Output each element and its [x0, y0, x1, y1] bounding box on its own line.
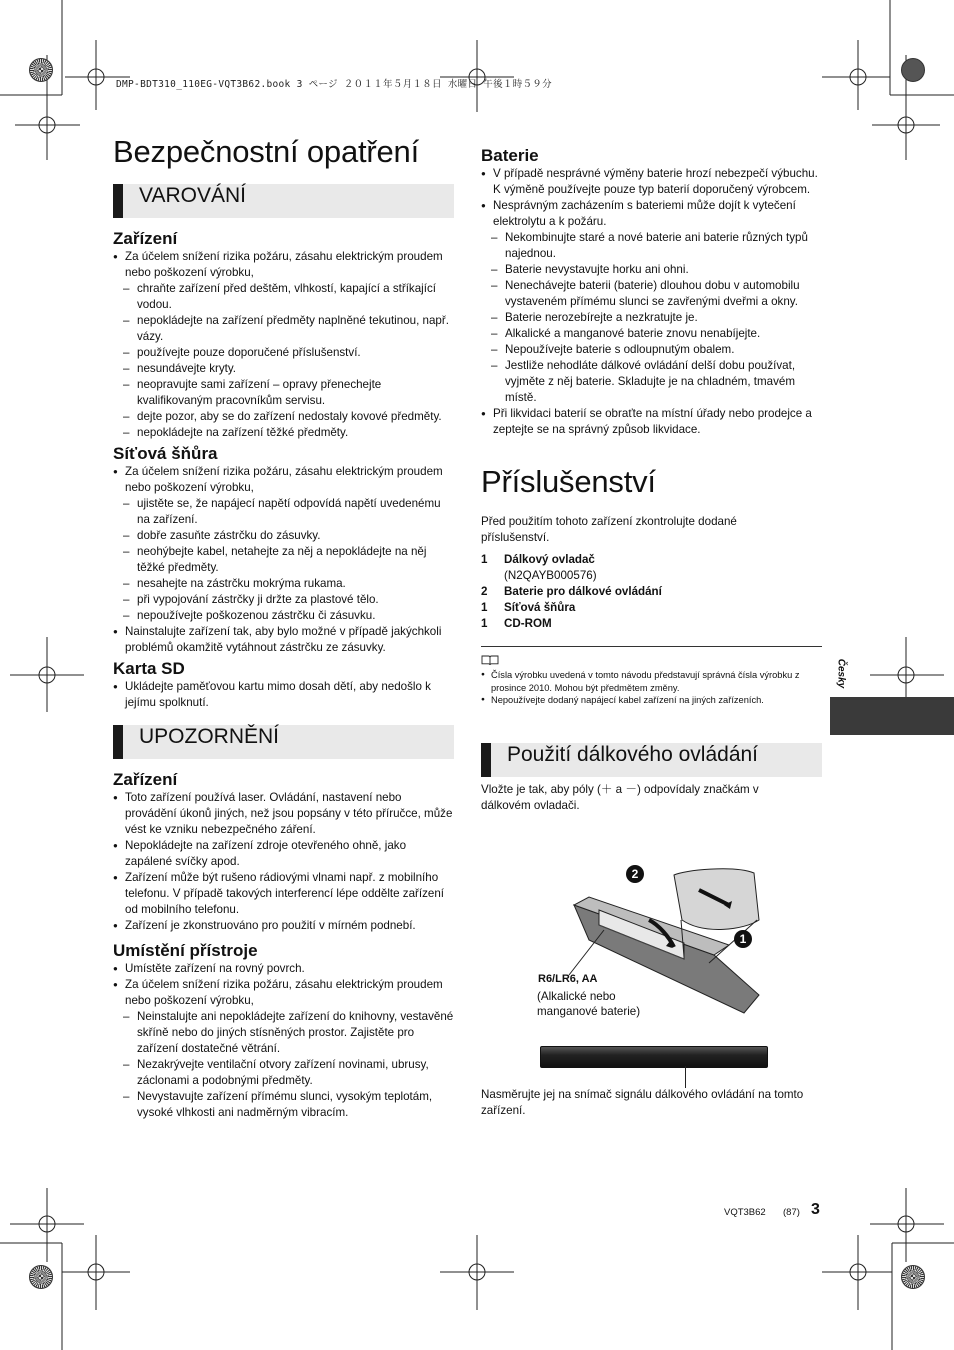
- bullet: ● Umístěte zařízení na rovný povrch.: [113, 961, 454, 977]
- dash-item: – nepokládejte na zařízení předměty naplněné tekutinou, např. vázy.: [113, 313, 454, 345]
- heading-zarizeni-2: Zařízení: [113, 770, 178, 789]
- bullet: ● Zařízení může být rušeno rádiovými vlnami např. z mobilního telefonu. V případě takových interferencí lépe oddělte zařízení od mobilního telefonu.: [113, 870, 454, 918]
- step-1-marker: 1: [734, 930, 752, 948]
- bullet: ● Nepokládejte na zařízení zdroje otevřeného ohně, jako zapálené svíčky apod.: [113, 838, 454, 870]
- footer-page-ref: (87): [783, 1207, 800, 1218]
- dash-item: – nesahejte na zástrčku mokrýma rukama.: [113, 576, 454, 592]
- accessory-model: (N2QAYB000576): [504, 569, 597, 582]
- accessory-item: 1 Dálkový ovladač: [481, 553, 595, 566]
- notes: [481, 669, 821, 707]
- player-unit-illustration: [540, 1046, 768, 1068]
- right-column: [481, 146, 821, 814]
- bullet: ● Ukládejte paměťovou kartu mimo dosah dětí, aby nedošlo k jejímu spolknutí.: [113, 679, 454, 711]
- dash-item: – ujistěte se, že napájecí napětí odpovídá napětí uvedenému na zařízení.: [113, 496, 454, 528]
- dash-item: – Jestliže nehodláte dálkové ovládání delší dobu používat, vyjměte z něj baterie. Skladujte je na chladném, tmavém místě.: [481, 358, 821, 406]
- page-number: 3: [811, 1201, 820, 1218]
- heading-umisteni: Umístění přístroje: [113, 941, 258, 960]
- dash-item: – používejte pouze doporučené příslušenství.: [113, 345, 454, 361]
- dash-item: – Nekombinujte staré a nové baterie ani baterie různých typů najednou.: [481, 230, 821, 262]
- dash-item: – Nepoužívejte baterie s odloupnutým obalem.: [481, 342, 821, 358]
- battery-type-label: R6/LR6, AA: [538, 973, 598, 985]
- battery-desc-label: (Alkalické nebo manganové baterie): [537, 990, 641, 1018]
- heading-zarizeni: Zařízení: [113, 229, 178, 248]
- page-title: Bezpečnostní opatření: [113, 134, 420, 169]
- accessories-title: Příslušenství: [481, 464, 656, 499]
- bullet: ● Za účelem snížení rizika požáru, zásahu elektrickým proudem nebo poškození výrobku,: [113, 977, 454, 1009]
- book-icon: [481, 655, 821, 667]
- bullet: ● V případě nesprávné výměny baterie hrozí nebezpečí výbuchu. K výměně používejte pouze typ baterií doporučený výrobcem.: [481, 166, 821, 198]
- accessory-item: 2 Baterie pro dálkové ovládání: [481, 585, 662, 598]
- bullet: ● Při likvidaci baterií se obraťte na místní úřady nebo prodejce a zeptejte se na správný způsob likvidace.: [481, 406, 821, 438]
- heading-karta-sd: Karta SD: [113, 659, 185, 678]
- dash-item: – dejte pozor, aby se do zařízení nedostaly kovové předměty.: [113, 409, 454, 425]
- bullet: ● Nesprávným zacházením s bateriemi může dojít k vytečení elektrolytu a k požáru.: [481, 198, 821, 230]
- note-item: ● Nepoužívejte dodaný napájecí kabel zařízení na jiných zařízeních.: [481, 694, 821, 707]
- step-2-marker: 2: [626, 865, 644, 883]
- heading-baterie: Baterie: [481, 146, 539, 165]
- dash-item: – neohýbejte kabel, netahejte za něj a nepokládejte na něj těžké předměty.: [113, 544, 454, 576]
- left-column: [113, 134, 454, 1121]
- dash-item: – Nenechávejte baterii (baterie) dlouhou dobu v automobilu vystaveném přímému slunci se zavřenými dveřmi a okny.: [481, 278, 821, 310]
- section-band-varovani: VAROVÁNÍ: [113, 184, 454, 218]
- side-tab: [830, 697, 954, 735]
- footer-code: VQT3B62: [724, 1207, 766, 1218]
- accessories-intro: Před použitím tohoto zařízení zkontrolujte dodané příslušenství.: [481, 515, 737, 544]
- bullet: ● Za účelem snížení rizika požáru, zásahu elektrickým proudem nebo poškození výrobku,: [113, 464, 454, 496]
- bullet: ● Za účelem snížení rizika požáru, zásahu elektrickým proudem nebo poškození výrobku,: [113, 249, 454, 281]
- dash-item: – Nevystavujte zařízení přímému slunci, vysokým teplotám, vysoké vlhkosti ani nadměrným vibracím.: [113, 1089, 454, 1121]
- color-target-top-left: [29, 58, 53, 82]
- dash-item: – Baterie nerozebírejte a nezkratujte je.: [481, 310, 821, 326]
- bullet: ● Zařízení je zkonstruováno pro použití v mírném podnebí.: [113, 918, 454, 934]
- dash-item: – chraňte zařízení před deštěm, vlhkostí, kapající a stříkající vodou.: [113, 281, 454, 313]
- bullet: ● Toto zařízení používá laser. Ovládání, nastavení nebo provádění úkonů jiných, než jsou popsány v této příručce, může vést ke vzniku nebezpečného záření.: [113, 790, 454, 838]
- aim-instructions: Nasměrujte jej na snímač signálu dálkového ovládání na tomto zařízení.: [481, 1088, 804, 1117]
- pointer-line: [685, 1066, 686, 1088]
- color-target-bottom-right: [901, 1265, 925, 1289]
- dash-item: – nesundávejte kryty.: [113, 361, 454, 377]
- dash-item: – dobře zasuňte zástrčku do zásuvky.: [113, 528, 454, 544]
- accessory-item: 1 CD-ROM: [481, 617, 552, 630]
- side-tab-label: Česky: [835, 658, 847, 689]
- remote-instructions: Vložte je tak, aby póly (＋ a －) odpovídaly značkám v dálkovém ovladači.: [481, 782, 759, 812]
- dash-item: – Nezakrývejte ventilační otvory zařízení novinami, ubrusy, záclonami a podobnými předměty.: [113, 1057, 454, 1089]
- color-target-top-right: [901, 58, 925, 82]
- dash-item: – neopravujte sami zařízení – opravy přenechejte kvalifikovaným pracovníkům servisu.: [113, 377, 454, 409]
- dash-item: – nepoužívejte poškozenou zástrčku či zásuvku.: [113, 608, 454, 624]
- section-band-remote: Použití dálkového ovládání: [481, 743, 822, 777]
- dash-item: – Neinstalujte ani nepokládejte zařízení do knihovny, vestavěné skříně nebo do jiných stísněných prostor. Zajistěte pro zařízení dostatečné větrání.: [113, 1009, 454, 1057]
- print-header: DMP-BDT310_110EG-VQT3B62.book 3 ページ ２０１１年５月１８日 水曜日 午後１時５９分: [116, 79, 552, 90]
- note-item: ● Čísla výrobku uvedená v tomto návodu představují správná čísla výrobku z prosince 2010. Mohou být předmětem změny.: [481, 669, 821, 694]
- dash-item: – při vypojování zástrčky ji držte za plastové tělo.: [113, 592, 454, 608]
- dash-item: – Baterie nevystavujte horku ani ohni.: [481, 262, 821, 278]
- divider: [481, 646, 822, 647]
- heading-sitova-snura: Síťová šňůra: [113, 444, 218, 463]
- color-target-bottom-left: [29, 1265, 53, 1289]
- dash-item: – Alkalické a manganové baterie znovu nenabíjejte.: [481, 326, 821, 342]
- section-band-upozorneni: UPOZORNĚNÍ: [113, 725, 454, 759]
- bullet: ● Nainstalujte zařízení tak, aby bylo možné v případě jakýchkoli problémů okamžitě vytáhnout zástrčku ze zásuvky.: [113, 624, 454, 656]
- dash-item: – nepokládejte na zařízení těžké předměty.: [113, 425, 454, 441]
- accessory-item: 1 Síťová šňůra: [481, 601, 576, 614]
